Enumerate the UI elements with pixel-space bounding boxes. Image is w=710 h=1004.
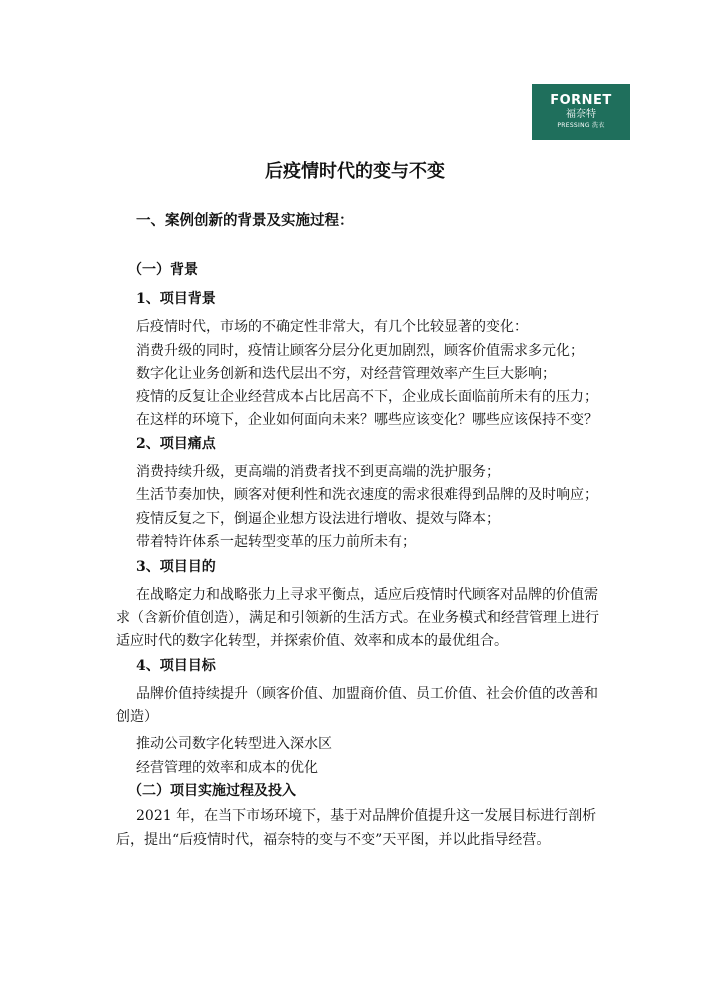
paragraph-line: 疫情反复之下，倒逼企业想方设法进行增收、提效与降本； bbox=[136, 511, 500, 527]
heading-project-background: 1、项目背景 bbox=[136, 291, 216, 307]
paragraph-line: 2021 年，在当下市场环境下，基于对品牌价值提升这一发展目标进行剖析 bbox=[136, 808, 597, 824]
subsection-heading-implementation: （二）项目实施过程及投入 bbox=[128, 783, 296, 799]
logo-brand: FORNET bbox=[550, 93, 612, 108]
paragraph-line: 创造） bbox=[116, 709, 158, 725]
paragraph-line: 在这样的环境下，企业如何面向未来？哪些应该变化？哪些应该保持不变？ bbox=[136, 412, 598, 428]
paragraph-line: 品牌价值持续提升（顾客价值、加盟商价值、员工价值、社会价值的改善和 bbox=[136, 686, 598, 702]
subsection-heading-background: （一）背景 bbox=[128, 262, 198, 278]
fornet-logo bbox=[532, 84, 630, 140]
paragraph-line: 推动公司数字化转型进入深水区 bbox=[136, 736, 332, 752]
paragraph-line: 生活节奏加快，顾客对便利性和洗衣速度的需求很难得到品牌的及时响应； bbox=[136, 487, 598, 503]
paragraph-line: 带着特许体系一起转型变革的压力前所未有； bbox=[136, 534, 416, 550]
paragraph-line: 消费持续升级，更高端的消费者找不到更高端的洗护服务； bbox=[136, 464, 500, 480]
heading-goals: 4、项目目标 bbox=[136, 658, 216, 674]
paragraph-line: 经营管理的效率和成本的优化 bbox=[136, 760, 318, 776]
logo-sub: PRESSING 洗衣 bbox=[557, 122, 605, 129]
heading-purpose: 3、项目目的 bbox=[136, 559, 216, 575]
paragraph-line: 后，提出“后疫情时代，福奈特的变与不变”天平图，并以此指导经营。 bbox=[116, 832, 551, 848]
paragraph-line: 适应时代的数字化转型，并探索价值、效率和成本的最优组合。 bbox=[116, 633, 508, 649]
paragraph-line: 数字化让业务创新和迭代层出不穷，对经营管理效率产生巨大影响； bbox=[136, 366, 556, 382]
heading-pain-points: 2、项目痛点 bbox=[136, 436, 216, 452]
page-title: 后疫情时代的变与不变 bbox=[265, 161, 445, 182]
paragraph-line: 在战略定力和战略张力上寻求平衡点，适应后疫情时代顾客对品牌的价值需 bbox=[136, 587, 598, 603]
section-heading: 一、案例创新的背景及实施过程： bbox=[136, 212, 354, 229]
logo-cn: 福奈特 bbox=[566, 109, 596, 120]
paragraph-line: 求（含新价值创造），满足和引领新的生活方式。在业务模式和经营管理上进行 bbox=[116, 610, 599, 626]
paragraph-line: 后疫情时代，市场的不确定性非常大，有几个比较显著的变化： bbox=[136, 319, 528, 335]
paragraph-line: 疫情的反复让企业经营成本占比居高不下，企业成长面临前所未有的压力； bbox=[136, 389, 598, 405]
paragraph-line: 消费升级的同时，疫情让顾客分层分化更加剧烈，顾客价值需求多元化； bbox=[136, 343, 584, 359]
